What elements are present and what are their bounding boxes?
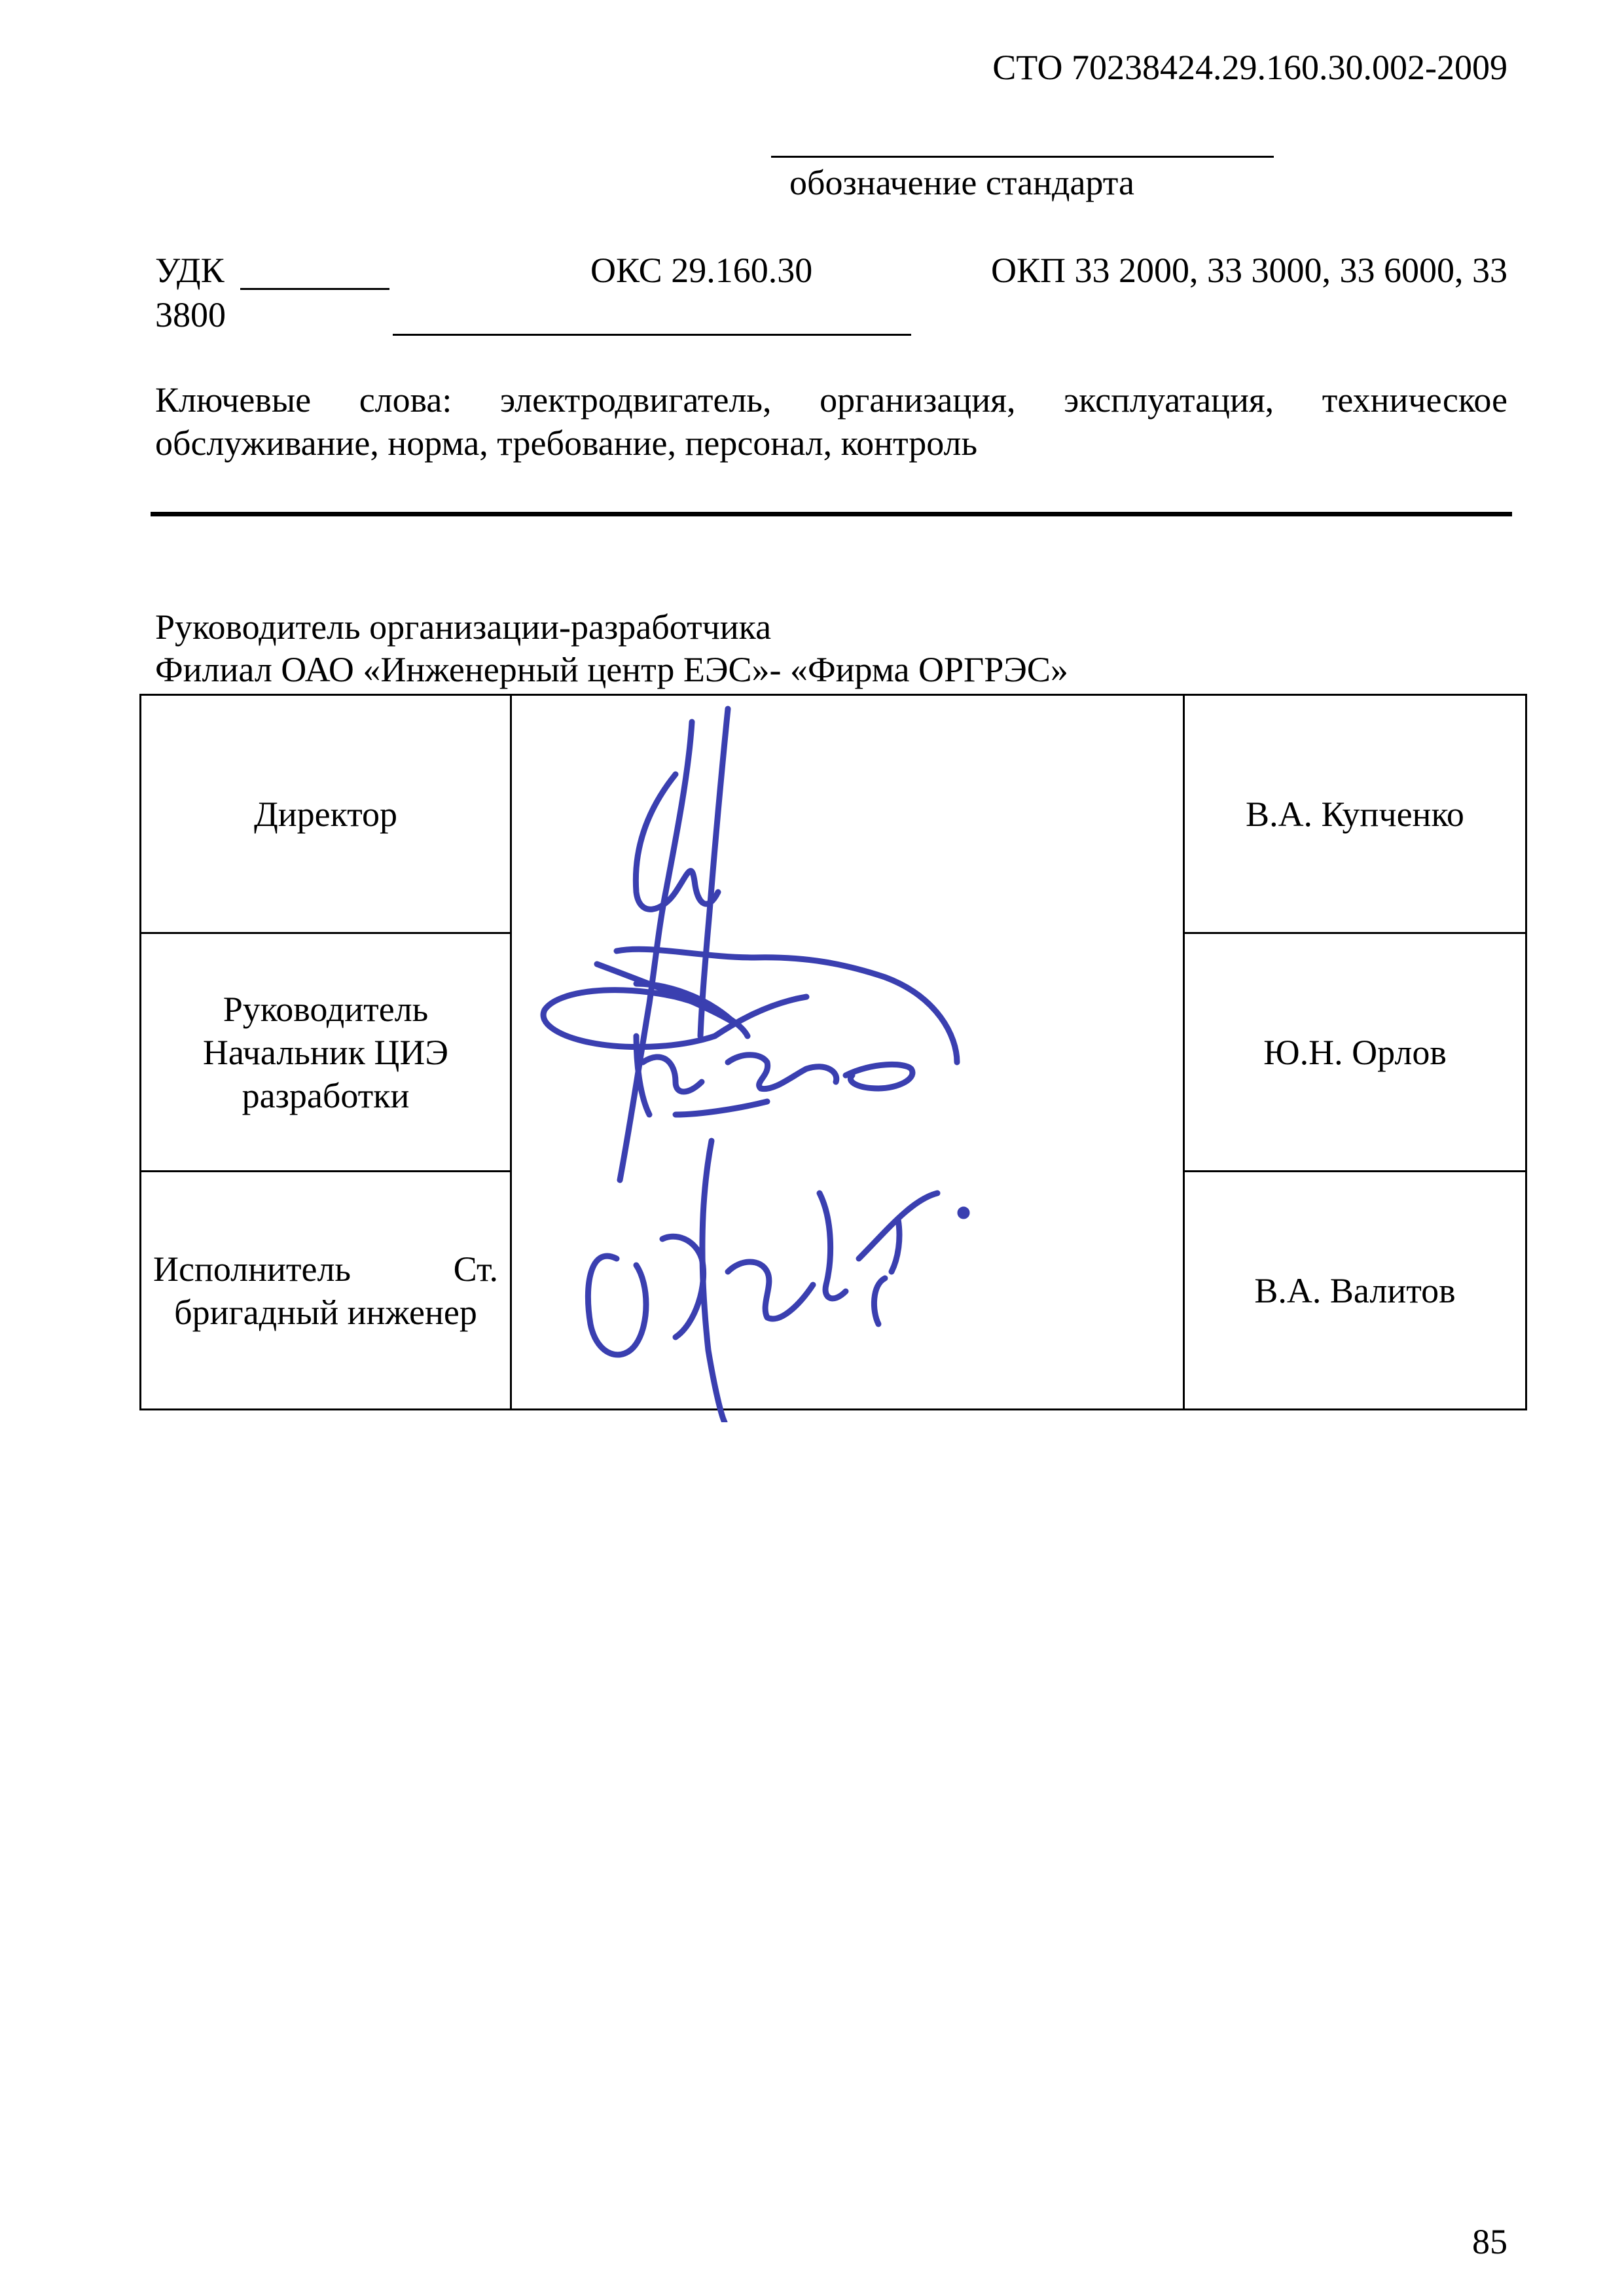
standard-designation-line bbox=[771, 156, 1274, 158]
role-line: Начальник ЦИЭ bbox=[202, 1032, 449, 1072]
signature-row bbox=[141, 695, 1526, 933]
section-divider bbox=[151, 512, 1512, 516]
signature-table bbox=[139, 694, 1527, 1410]
classification-row bbox=[155, 249, 1507, 292]
signature-cell bbox=[511, 695, 1184, 1410]
oks-code: ОКС 29.160.30 bbox=[590, 251, 813, 290]
role-line: бригадный инженер bbox=[174, 1292, 477, 1332]
page-number: 85 bbox=[1472, 2222, 1507, 2261]
role-director: Директор bbox=[253, 794, 398, 834]
name-director: В.А. Купченко bbox=[1246, 794, 1464, 834]
udk-label: УДК bbox=[155, 251, 225, 290]
role-line: Руководитель bbox=[223, 989, 429, 1029]
role-senior: Ст. bbox=[453, 1249, 498, 1289]
developer-organization: Филиал ОАО «Инженерный центр ЕЭС»- «Фирма ОРГРЭС» bbox=[155, 650, 1068, 689]
name-head: Ю.Н. Орлов bbox=[1263, 1032, 1447, 1072]
role-line: разработки bbox=[242, 1075, 410, 1115]
name-cell bbox=[1184, 695, 1526, 933]
handwritten-signatures bbox=[309, 696, 1186, 1422]
developer-head-caption: Руководитель организации-разработчика bbox=[155, 607, 772, 647]
udk-blank-line bbox=[240, 288, 389, 290]
name-cell bbox=[1184, 1172, 1526, 1410]
keywords: Ключевые слова: электродвигатель, организация, эксплуатация, техническое обслуживание, норма, требование, персонал, контроль bbox=[155, 380, 1507, 463]
okp-blank-line bbox=[393, 334, 911, 336]
okp-codes-continuation: 3800 bbox=[155, 295, 226, 334]
okp-codes: ОКП 33 2000, 33 3000, 33 6000, 33 bbox=[990, 251, 1507, 290]
name-cell bbox=[1184, 933, 1526, 1172]
standard-designation-caption: обозначение стандарта bbox=[789, 163, 1134, 202]
role-executor: Исполнитель bbox=[153, 1249, 352, 1289]
name-executor: В.А. Валитов bbox=[1254, 1270, 1456, 1310]
standard-code: СТО 70238424.29.160.30.002-2009 bbox=[992, 48, 1507, 87]
